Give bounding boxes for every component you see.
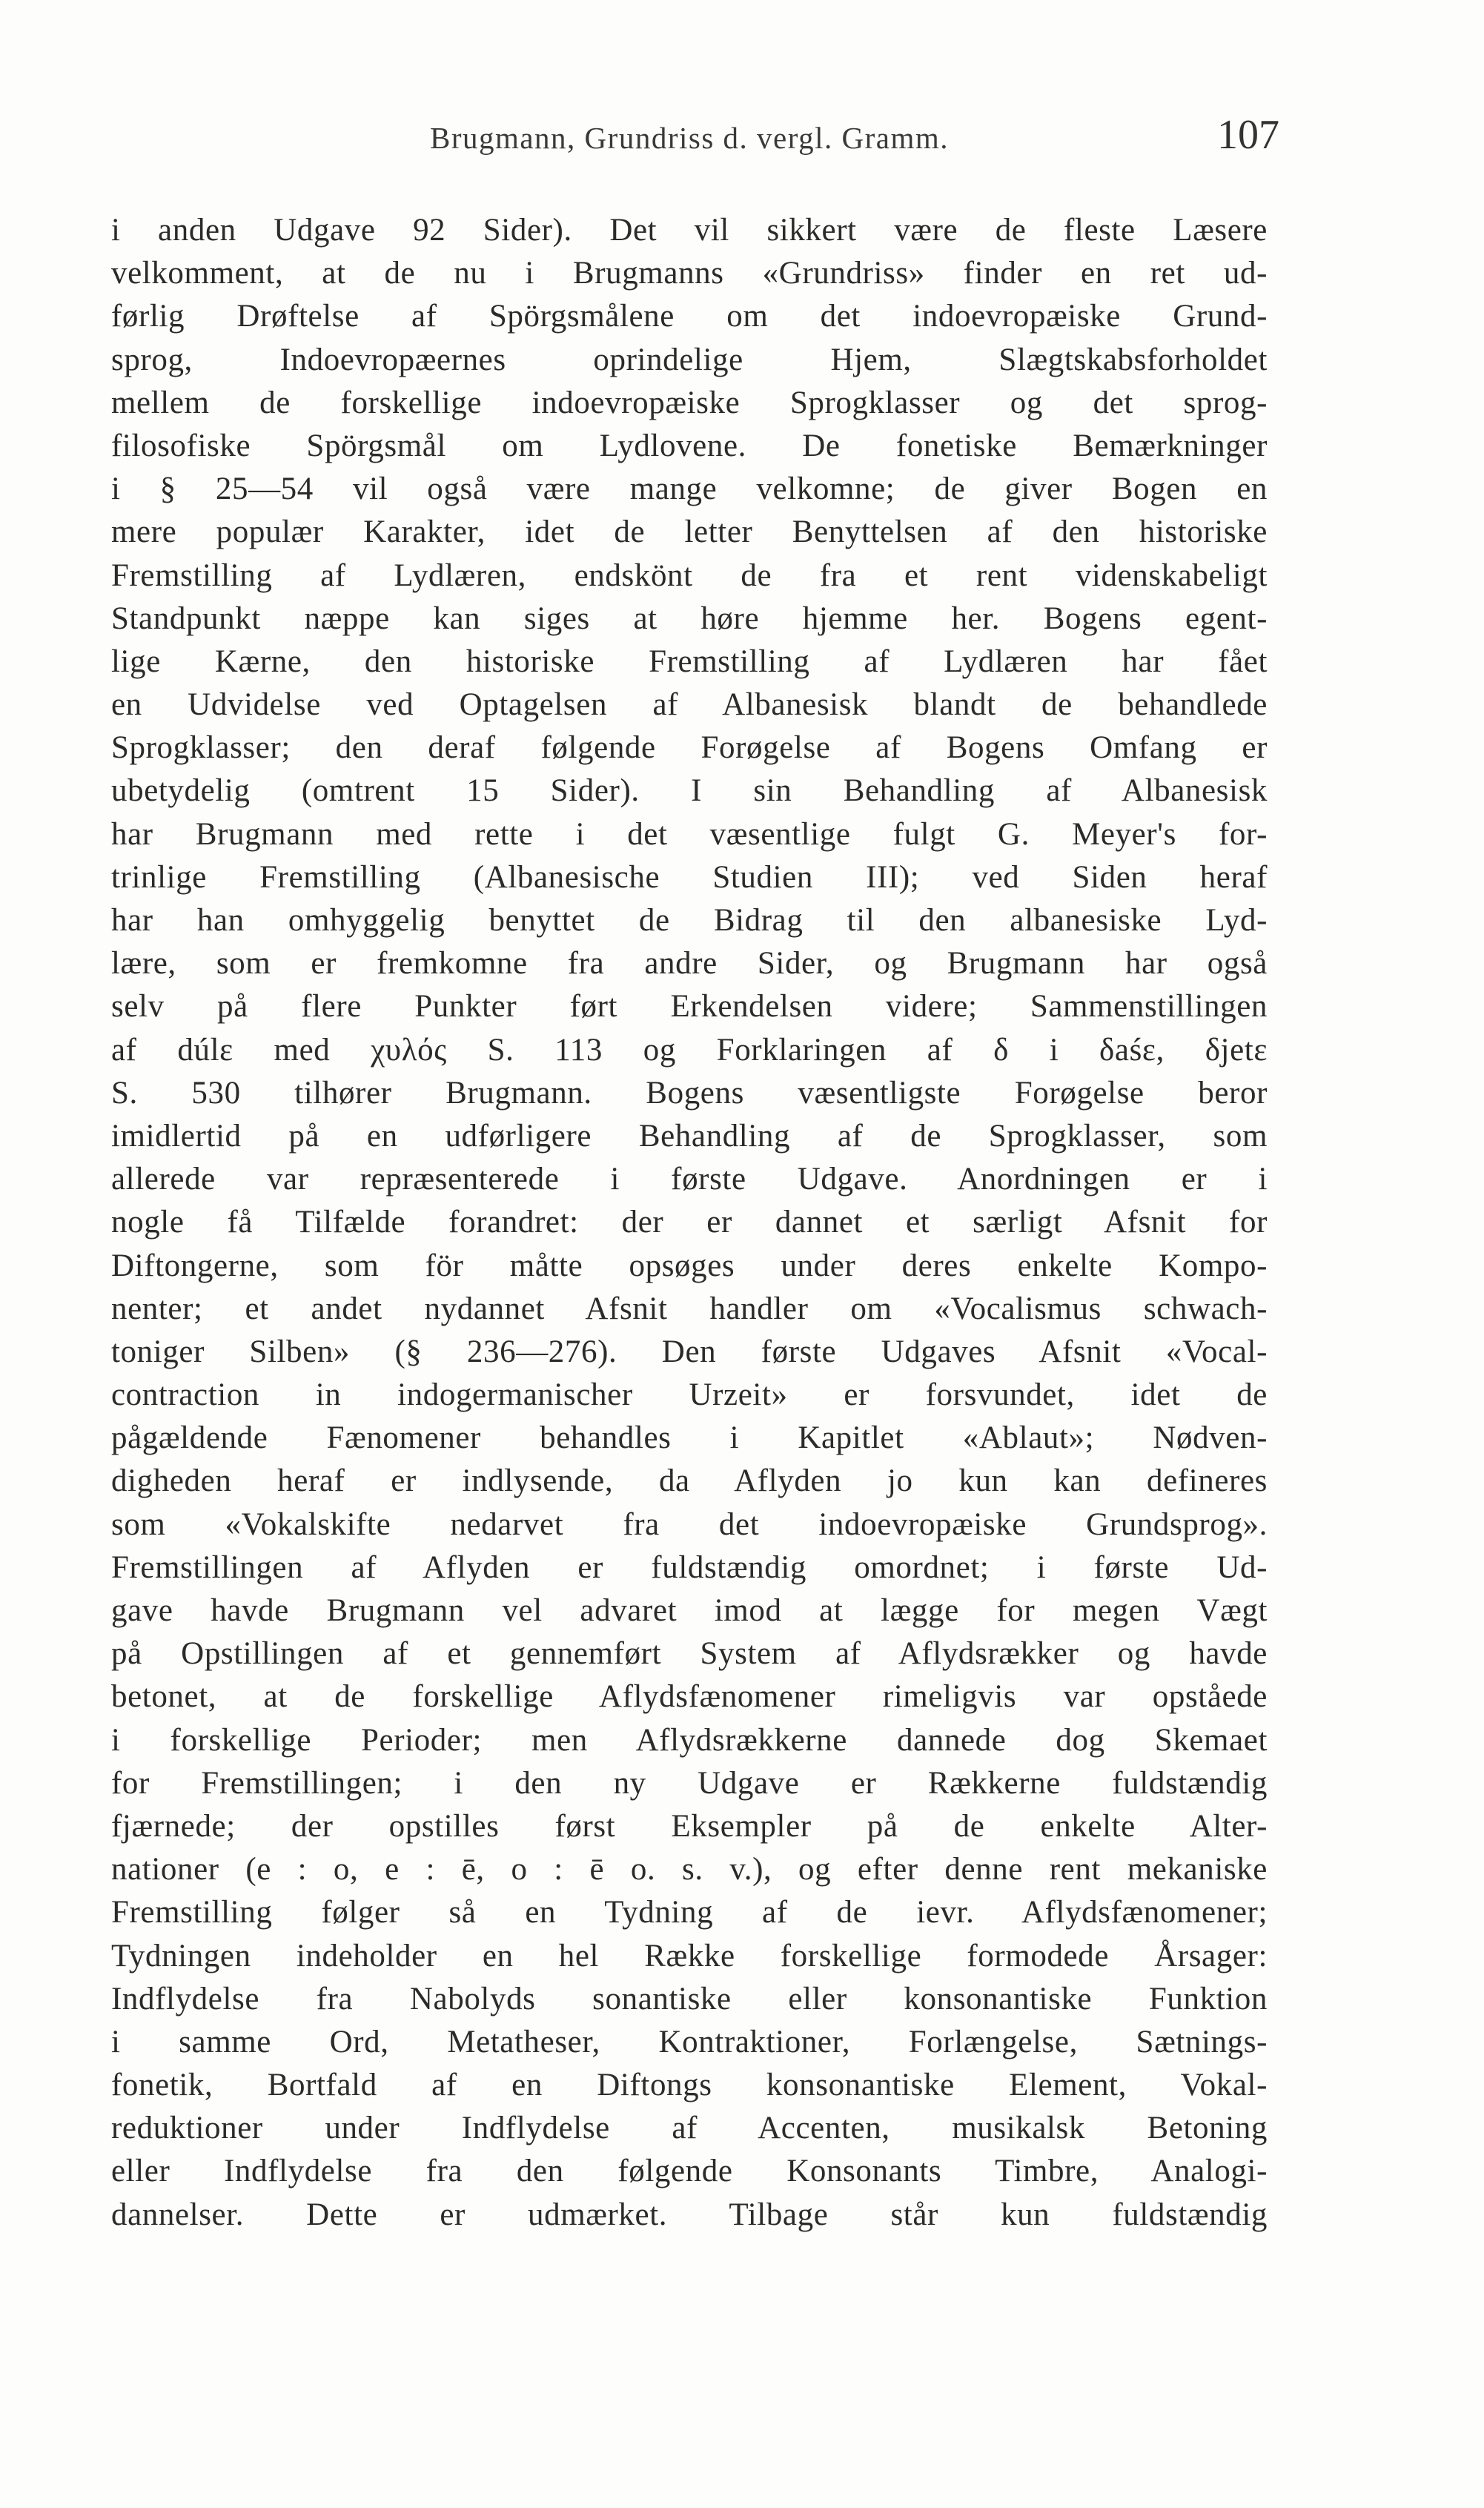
text-line: mere populær Karakter, idet de letter Benyttelsen af den historiske — [111, 514, 1268, 550]
text-line: Fremstilling følger så en Tydning af de ievr. Aflydsfænomener; — [111, 1895, 1268, 1930]
text-line: i samme Ord, Metatheser, Kontraktioner, Forlængelse, Sætnings- — [111, 2024, 1268, 2059]
text-line: Standpunkt næppe kan siges at høre hjemme her. Bogens egent- — [111, 600, 1268, 636]
text-line: i § 25—54 vil også være mange velkomne; de giver Bogen en — [111, 472, 1268, 507]
text-line: nogle få Tilfælde forandret: der er dannet et særligt Afsnit for — [111, 1205, 1268, 1240]
text-line: i anden Udgave 92 Sider). Det vil sikkert være de fleste Læsere — [111, 213, 1268, 248]
text-line: en Udvidelse ved Optagelsen af Albanesisk blandt de behandlede — [111, 687, 1268, 723]
text-line: imidlertid på en udførligere Behandling af de Sprogklasser, som — [111, 1118, 1268, 1154]
text-line: Fremstilling af Lydlæren, endskönt de fra et rent videnskabeligt — [111, 557, 1268, 593]
text-line: nenter; et andet nydannet Afsnit handler om «Vocalismus schwach- — [111, 1291, 1268, 1326]
text-line: førlig Drøftelse af Spörgsmålene om det indoevropæiske Grund- — [111, 299, 1268, 334]
text-line: fjærnede; der opstilles først Eksempler på de enkelte Alter- — [111, 1808, 1268, 1844]
text-line: har han omhyggelig benyttet de Bidrag til den albanesiske Lyd- — [111, 903, 1268, 938]
text-line: gave havde Brugmann vel advaret imod at lægge for megen Vægt — [111, 1593, 1268, 1628]
text-line: trinlige Fremstilling (Albanesische Studien III); ved Siden heraf — [111, 859, 1268, 895]
text-line: nationer (e : o, e : ē, o : ē o. s. v.), og efter denne rent mekaniske — [111, 1852, 1268, 1887]
running-title: Brugmann, Grundriss d. vergl. Gramm. — [429, 121, 950, 155]
text-line: Tydningen indeholder en hel Række forskellige formodede Årsager: — [111, 1938, 1268, 1973]
text-line: contraction in indogermanischer Urzeit» er forsvundet, idet de — [111, 1377, 1268, 1413]
text-line: selv på flere Punkter ført Erkendelsen videre; Sammenstillingen — [111, 989, 1268, 1025]
text-line: fonetik, Bortfald af en Diftongs konsonantiske Element, Vokal- — [111, 2068, 1268, 2103]
text-line: Indflydelse fra Nabolyds sonantiske eller konsonantiske Funktion — [111, 1981, 1268, 2016]
text-line: af dúlɛ med χυλός S. 113 og Forklaringen af δ i δaśɛ, δjetɛ — [111, 1032, 1268, 1068]
text-line: lære, som er fremkomne fra andre Sider, og Brugmann har også — [111, 946, 1268, 982]
text-line: sprog, Indoevropæernes oprindelige Hjem, Slægtskabsforholdet — [111, 342, 1268, 377]
text-line: velkomment, at de nu i Brugmanns «Grundriss» finder en ret ud- — [111, 256, 1268, 291]
book-page — [111, 111, 1279, 2237]
text-line: betonet, at de forskellige Aflydsfænomener rimeligvis var opståede — [111, 1679, 1268, 1715]
text-line: Sprogklasser; den deraf følgende Forøgelse af Bogens Omfang er — [111, 730, 1268, 766]
text-line: ubetydelig (omtrent 15 Sider). I sin Behandling af Albanesisk — [111, 773, 1268, 809]
text-line: reduktioner under Indflydelse af Accenten, musikalsk Betoning — [111, 2111, 1268, 2146]
text-line: dannelser. Dette er udmærket. Tilbage står kun fuldstændig — [111, 2197, 1268, 2232]
page-number: 107 — [1217, 112, 1279, 158]
text-line: Diftongerne, som för måtte opsøges under deres enkelte Kompo- — [111, 1248, 1268, 1283]
text-line: pågældende Fænomener behandles i Kapitlet «Ablaut»; Nødven- — [111, 1420, 1268, 1456]
text-line: S. 530 tilhører Brugmann. Bogens væsentligste Forøgelse beror — [111, 1075, 1268, 1111]
text-line: filosofiske Spörgsmål om Lydlovene. De fonetiske Bemærkninger — [111, 428, 1268, 463]
text-line: lige Kærne, den historiske Fremstilling af Lydlæren har fået — [111, 643, 1268, 679]
text-line: i forskellige Perioder; men Aflydsrækkerne dannede dog Skemaet — [111, 1722, 1268, 1758]
text-line: som «Vokalskifte nedarvet fra det indoevropæiske Grundsprog». — [111, 1506, 1268, 1542]
text-line: digheden heraf er indlysende, da Aflyden jo kun kan defineres — [111, 1463, 1268, 1499]
text-line: Fremstillingen af Aflyden er fuldstændig omordnet; i første Ud- — [111, 1549, 1268, 1585]
text-line: toniger Silben» (§ 236—276). Den første Udgaves Afsnit «Vocal- — [111, 1334, 1268, 1369]
text-line: eller Indflydelse fra den følgende Konsonants Timbre, Analogi- — [111, 2154, 1268, 2189]
text-line: for Fremstillingen; i den ny Udgave er Rækkerne fuldstændig — [111, 1765, 1268, 1801]
page-header — [111, 111, 1279, 171]
text-line: har Brugmann med rette i det væsentlige fulgt G. Meyer's for- — [111, 816, 1268, 852]
text-line: allerede var repræsenterede i første Udgave. Anordningen er i — [111, 1162, 1268, 1197]
text-line: mellem de forskellige indoevropæiske Sprogklasser og det sprog- — [111, 385, 1268, 420]
text-line: på Opstillingen af et gennemført System af Aflydsrækker og havde — [111, 1636, 1268, 1672]
body-text — [111, 209, 1268, 2237]
